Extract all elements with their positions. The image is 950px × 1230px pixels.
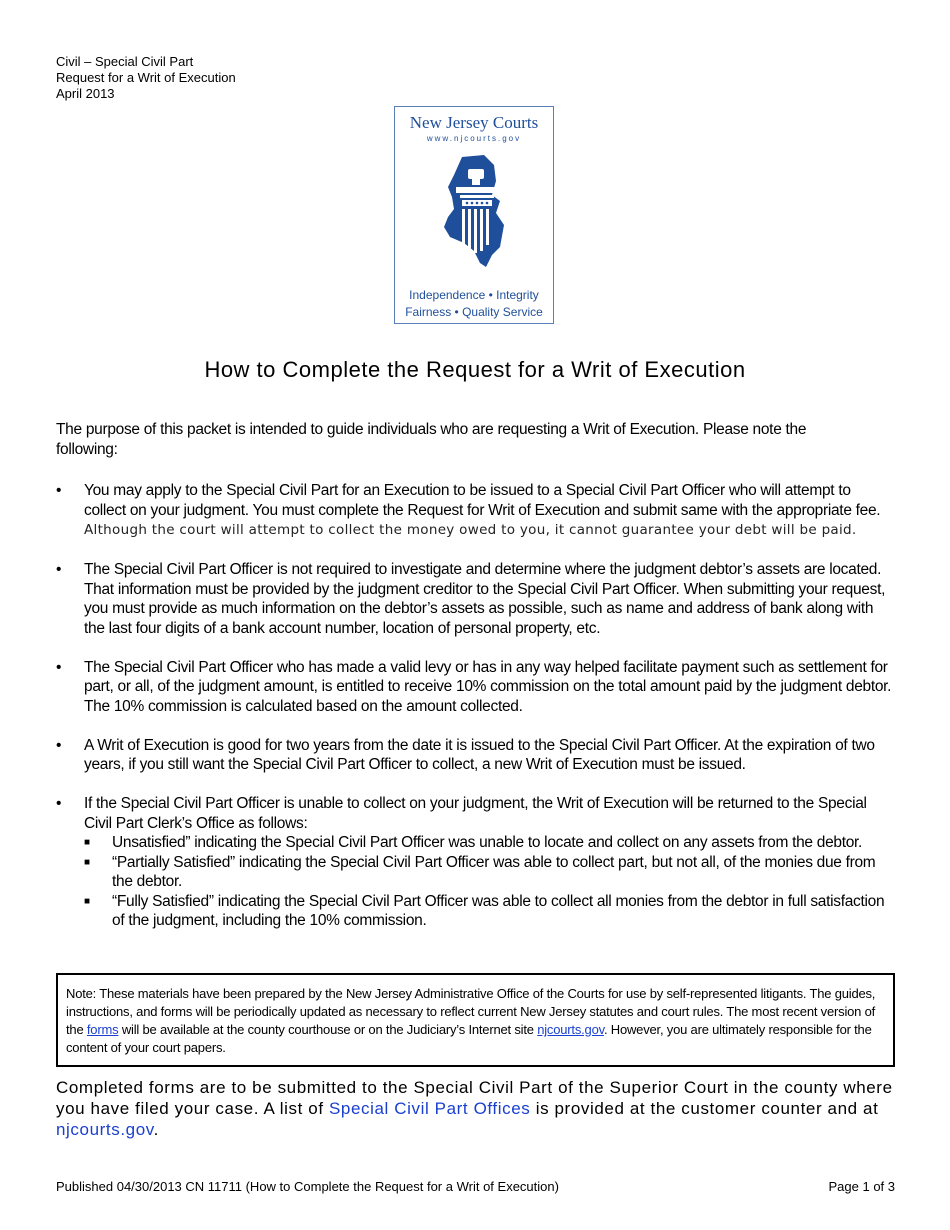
header-line-form: Request for a Writ of Execution <box>56 70 236 85</box>
footer-page-number: Page 1 of 3 <box>828 1179 895 1194</box>
list-item-emphasis: Although the court will attempt to collect the money owed to you, it cannot guarantee your debt will be paid. <box>84 522 857 538</box>
list-item <box>56 794 896 931</box>
special-civil-part-offices-link[interactable]: Special Civil Part Offices <box>328 1099 531 1118</box>
bullet-icon: • <box>56 561 62 578</box>
list-item-text: If the Special Civil Part Officer is unable to collect on your judgment, the Writ of Execution will be returned to the Special Civil Part Clerk’s Office as follows: <box>84 795 867 832</box>
return-status-list <box>84 833 896 931</box>
logo-motto <box>395 287 553 321</box>
disclaimer-note <box>56 973 895 1067</box>
sub-list-item <box>84 853 896 892</box>
bullet-icon: • <box>56 658 62 676</box>
bullet-icon: • <box>56 736 62 754</box>
note-text-1: Note: These materials have been prepared by the New Jersey Administrative Office of the Courts for use by self-represented litigants. The guides, instructions, and forms will be periodically updated as necessary to reflect current New Jersey statutes and court rules. The most recent version of the <box>66 986 876 1037</box>
logo-motto-line2: Fairness • Quality Service <box>405 305 543 319</box>
list-item <box>56 658 896 717</box>
sub-list-item <box>84 892 896 931</box>
logo-url: www.njcourts.gov <box>426 134 522 143</box>
list-item <box>56 481 896 541</box>
sub-list-item-text: “Partially Satisfied” indicating the Special Civil Part Officer was able to collect part, but not all, of the monies due from the debtor. <box>112 853 876 890</box>
closing-text-2: is provided at the customer counter and at <box>530 1099 879 1118</box>
instruction-list <box>56 481 896 950</box>
note-text-3: . However, you are ultimately responsible for the content of your court papers. <box>66 1022 872 1055</box>
footer-publication-info: Published 04/30/2013 CN 11711 (How to Complete the Request for a Writ of Execution) <box>56 1179 559 1194</box>
njcourts-link[interactable]: njcourts.gov <box>537 1022 604 1037</box>
list-item <box>56 736 896 775</box>
bullet-icon: • <box>56 795 62 812</box>
list-item-text: You may apply to the Special Civil Part for an Execution to be issued to a Special Civil Part Officer who will attempt to collect on your judgment. You must complete the Request for Writ of Execution and submit same with the appropriate fee. <box>84 482 881 519</box>
header-line-date: April 2013 <box>56 86 115 101</box>
list-item-text: The Special Civil Part Officer who has made a valid levy or has in any way helped facilitate payment such as settlement for part, or all, of the judgment amount, is entitled to receive 10% commission on the total amount paid by the judgment debtor. The 10% commission is calculated based on the amount collected. <box>84 658 892 715</box>
logo-motto-line1: Independence • Integrity <box>409 288 539 302</box>
sub-list-item <box>84 833 896 853</box>
document-header <box>56 54 236 102</box>
bullet-icon: • <box>56 482 62 499</box>
list-item-text: A Writ of Execution is good for two years from the date it is issued to the Special Civil Part Officer. At the expiration of two years, if you still want the Special Civil Part Officer to collect, a new Writ of Execution must be issued. <box>84 736 875 773</box>
closing-text-3: . <box>153 1120 159 1139</box>
sub-list-item-text: “Fully Satisfied” indicating the Special Civil Part Officer was able to collect all monies from the debtor in full satisfaction of the judgment, including the 10% commission. <box>112 892 885 929</box>
sub-list-item-text: Unsatisfied” indicating the Special Civil Part Officer was unable to locate and collect on any assets from the debtor. <box>112 834 863 851</box>
intro-paragraph: The purpose of this packet is intended to guide individuals who are requesting a Writ of Execution. Please note the following: <box>56 421 807 458</box>
square-bullet-icon: ■ <box>84 856 90 868</box>
nj-state-column-icon <box>434 151 514 271</box>
header-line-division: Civil – Special Civil Part <box>56 54 194 69</box>
list-item-text: The Special Civil Part Officer is not required to investigate and determine where the judgment debtor’s assets are located. That information must be provided by the judgment creditor to the Special Civil Part Officer. When submitting your request, you must provide as much information on the debtor’s assets as possible, such as name and address of bank along with the last four digits of a bank account number, location of personal property, etc. <box>84 561 886 637</box>
page-title: How to Complete the Request for a Writ of Execution <box>204 357 746 382</box>
forms-link[interactable]: forms <box>86 1022 119 1037</box>
njcourts-closing-link[interactable]: njcourts.gov <box>56 1120 154 1139</box>
closing-paragraph <box>56 1077 901 1140</box>
closing-text-1: Completed forms are to be submitted to the Special Civil Part of the Superior Court in the county where you have filed your case. A list of <box>56 1078 893 1118</box>
square-bullet-icon: ■ <box>84 837 90 848</box>
logo-title: New Jersey Courts <box>409 113 539 132</box>
nj-courts-logo <box>394 106 554 324</box>
square-bullet-icon: ■ <box>84 895 90 907</box>
list-item <box>56 560 896 638</box>
note-text-2: will be available at the county courthouse or on the Judiciary’s Internet site <box>118 1022 538 1037</box>
